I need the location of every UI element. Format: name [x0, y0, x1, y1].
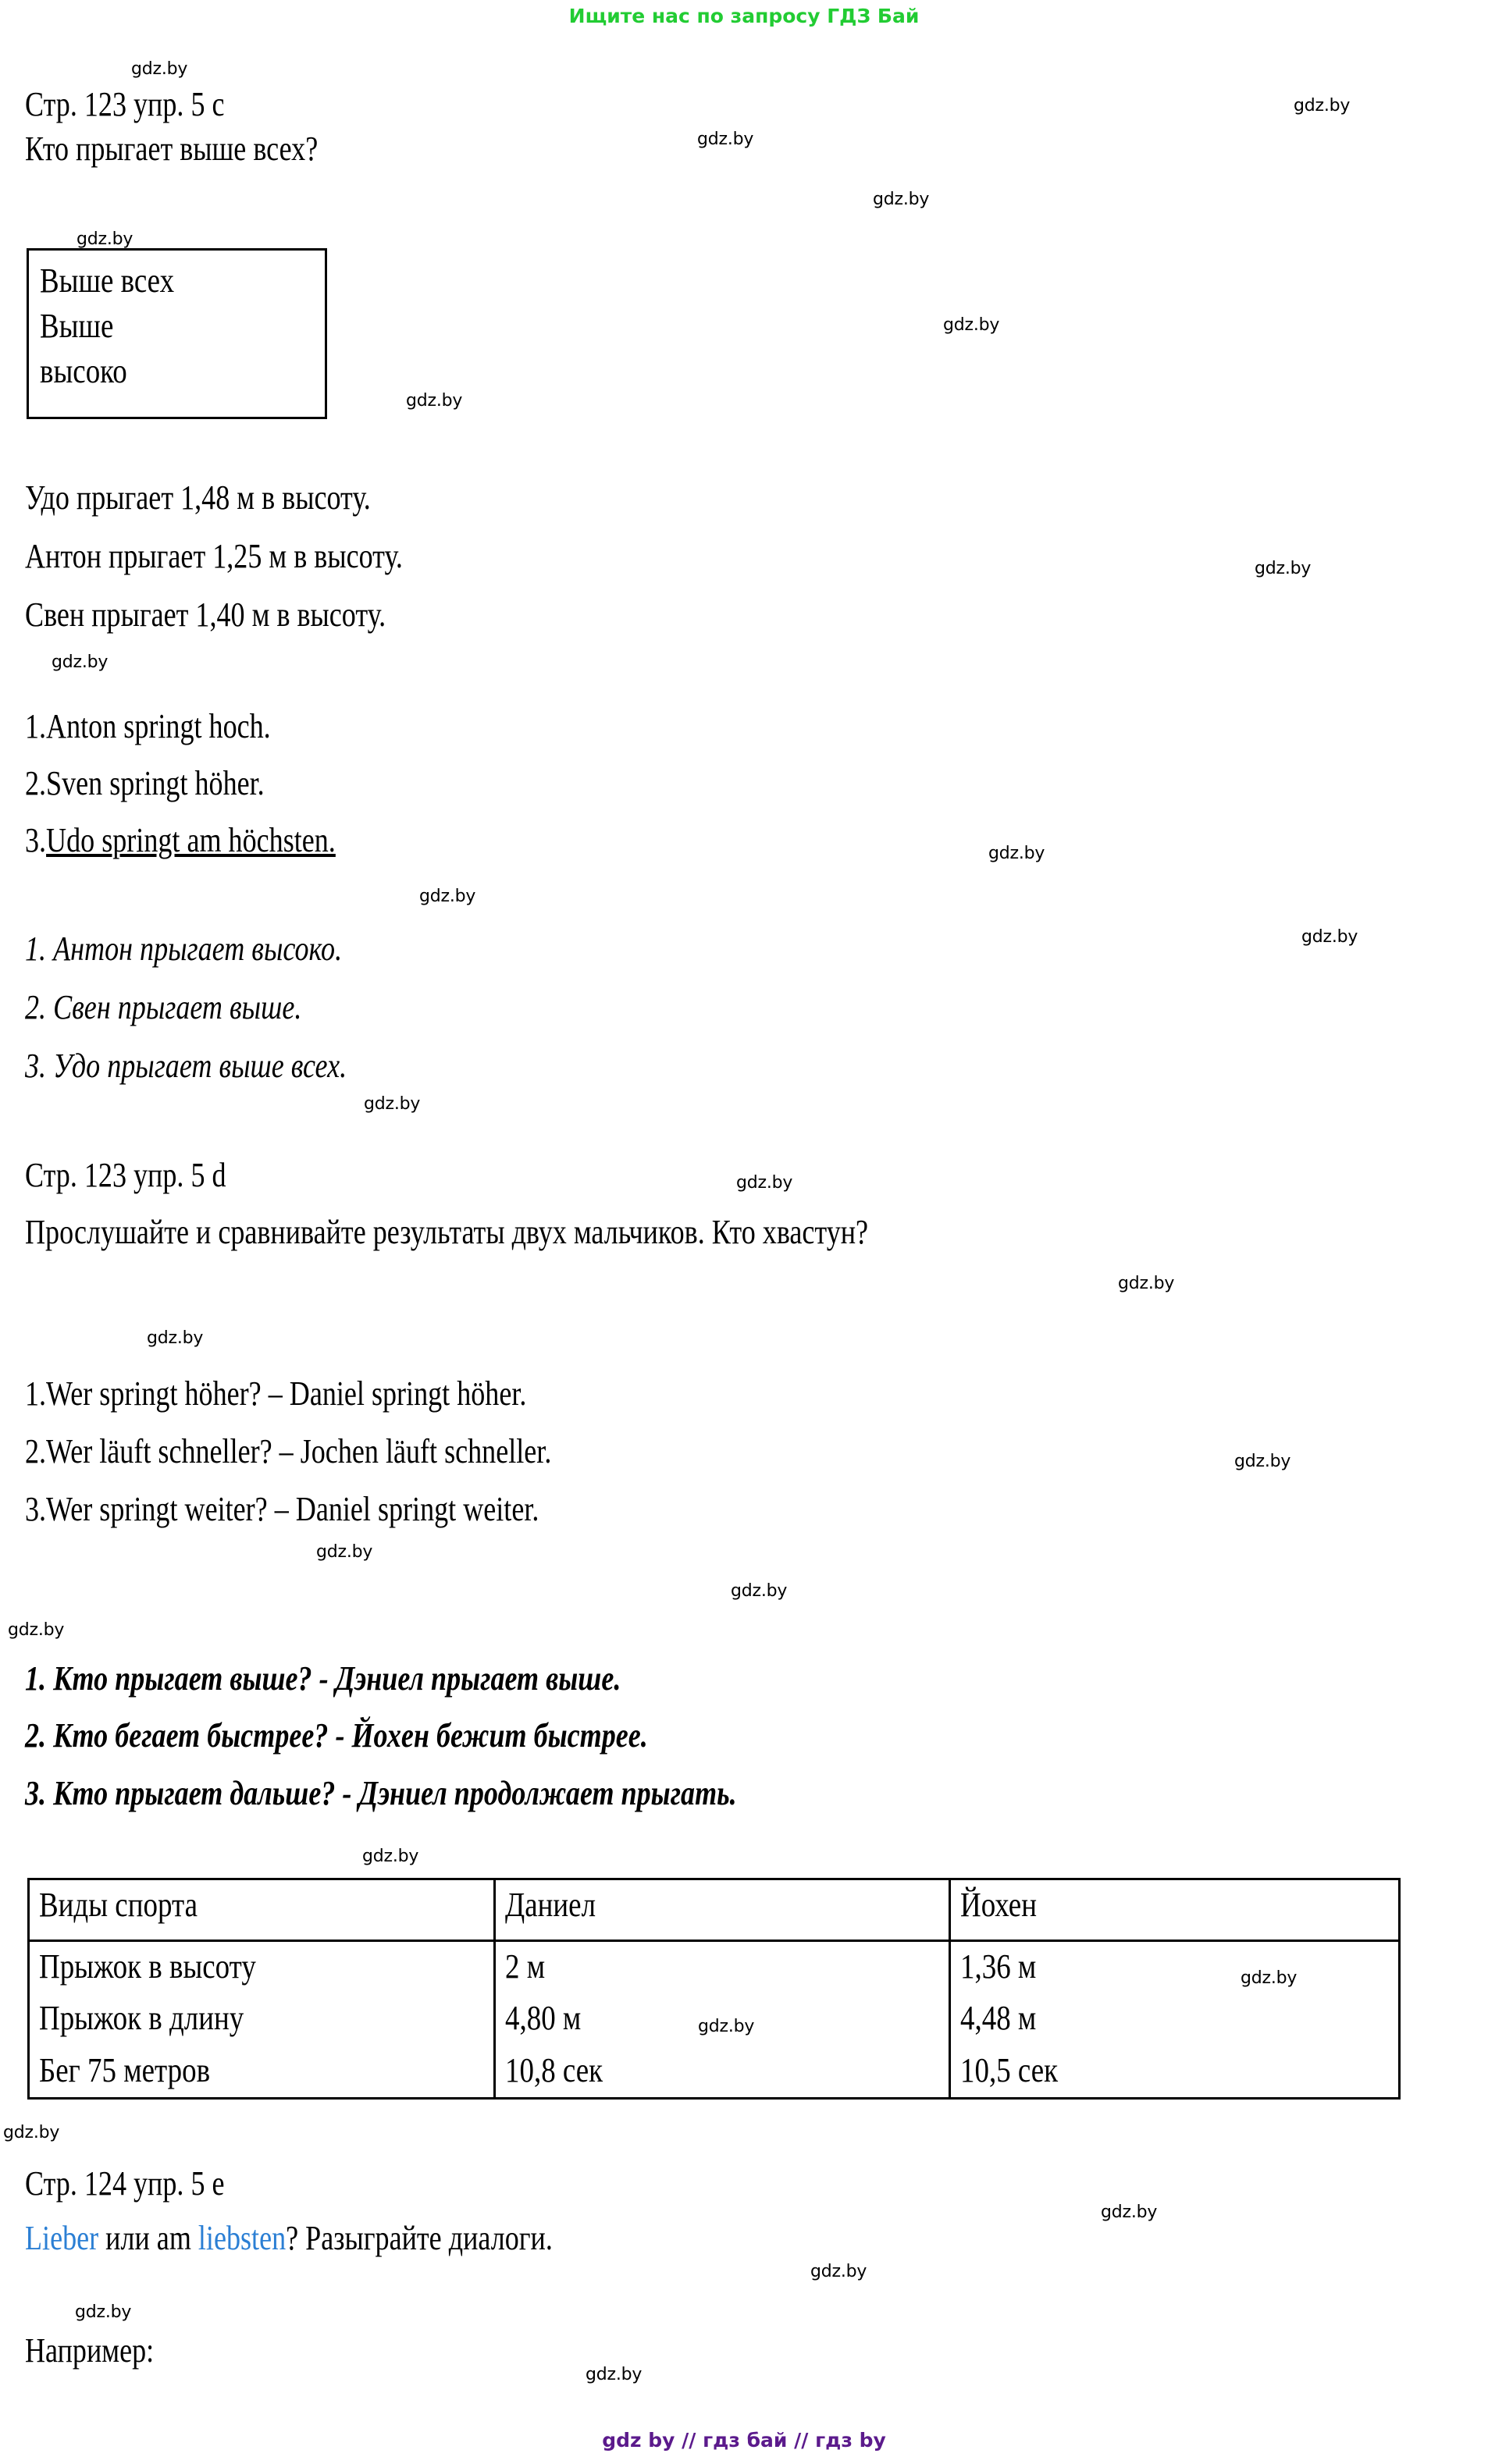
table-cell-text: Прыжок в высоту — [39, 1947, 256, 1986]
table-cell-text: 2 м — [505, 1947, 546, 1986]
german-answer — [25, 820, 336, 861]
table-cell — [950, 1941, 1400, 1994]
watermark: gdz.by — [406, 391, 463, 411]
watermark: gdz.by — [873, 190, 930, 209]
watermark: gdz.by — [736, 1173, 793, 1193]
promo-banner-bottom: gdz by // гдз бай // гдз by — [602, 2429, 886, 2452]
table-header-text: Даниел — [505, 1886, 596, 1924]
example-label: Например: — [25, 2331, 155, 2370]
fact-line: Свен прыгает 1,40 м в высоту. — [25, 596, 386, 634]
table-cell-text: 10,5 сек — [960, 2050, 1059, 2089]
table-cell — [495, 2046, 950, 2099]
russian-dialog-line: 3. Кто прыгает дальше? - Дэниел продолжает прыгать. — [25, 1774, 737, 1812]
table-header-cell — [950, 1879, 1400, 1941]
table-header-cell — [495, 1879, 950, 1941]
table-cell-text: 10,8 сек — [505, 2050, 603, 2089]
watermark: gdz.by — [131, 59, 188, 79]
german-answer-num: 1. — [25, 707, 47, 745]
table-row — [29, 1941, 1400, 1994]
prompt-connector: или am — [98, 2219, 198, 2257]
table-header-cell — [29, 1879, 495, 1941]
german-dialog-line: 2.Wer läuft schneller? – Jochen läuft schneller. — [25, 1432, 552, 1470]
table-header-text: Виды спорта — [39, 1886, 198, 1924]
watermark: gdz.by — [364, 1094, 421, 1114]
watermark: gdz.by — [1301, 927, 1358, 947]
watermark: gdz.by — [362, 1847, 419, 1866]
word-hint-line: Выше — [40, 307, 114, 346]
watermark: gdz.by — [3, 2123, 60, 2142]
german-answer-text: Sven springt höher. — [46, 764, 265, 802]
german-answer — [25, 763, 265, 804]
word-hint-box — [27, 248, 327, 419]
table-cell — [950, 2046, 1400, 2099]
table-row — [29, 2046, 1400, 2099]
german-answer-num: 2. — [25, 764, 47, 802]
watermark: gdz.by — [316, 1542, 373, 1562]
russian-answer: 2. Свен прыгает выше. — [25, 988, 302, 1026]
german-dialog-line: 1.Wer springt höher? – Daniel springt höher. — [25, 1374, 527, 1413]
table-cell — [29, 2046, 495, 2099]
sports-results-table — [27, 1878, 1401, 2100]
table-cell-text: 4,48 м — [960, 1999, 1037, 2038]
russian-answer: 3. Удо прыгает выше всех. — [25, 1047, 347, 1085]
watermark: gdz.by — [1241, 1968, 1298, 1988]
watermark: gdz.by — [943, 315, 1000, 335]
fact-line: Антон прыгает 1,25 м в высоту. — [25, 537, 403, 575]
german-answer-text: Anton springt hoch. — [46, 707, 271, 745]
russian-dialog-line: 1. Кто прыгает выше? - Дэниел прыгает выше. — [25, 1659, 621, 1698]
watermark: gdz.by — [1118, 1274, 1175, 1293]
russian-answer: 1. Антон прыгает высоко. — [25, 930, 343, 968]
table-cell — [29, 1993, 495, 2045]
word-hint-line: высоко — [40, 352, 127, 391]
exercise-5c-question: Кто прыгает выше всех? — [25, 130, 319, 168]
keyword-lieber: Lieber — [25, 2219, 99, 2257]
table-cell — [950, 1993, 1400, 2045]
watermark: gdz.by — [75, 2302, 132, 2322]
fact-line: Удо прыгает 1,48 м в высоту. — [25, 478, 371, 517]
german-dialog-line: 3.Wer springt weiter? – Daniel springt weiter. — [25, 1490, 539, 1528]
keyword-liebsten: liebsten — [198, 2219, 287, 2257]
watermark: gdz.by — [147, 1328, 204, 1348]
table-cell-text: Прыжок в длину — [39, 1999, 244, 2038]
watermark: gdz.by — [1234, 1452, 1291, 1471]
exercise-5d-task: Прослушайте и сравнивайте результаты двух мальчиков. Кто хвастун? — [25, 1213, 869, 1251]
russian-dialog-line: 2. Кто бегает быстрее? - Йохен бежит быстрее. — [25, 1716, 648, 1755]
watermark: gdz.by — [419, 887, 476, 906]
watermark: gdz.by — [1101, 2203, 1158, 2222]
watermark: gdz.by — [1294, 96, 1351, 116]
exercise-5c-heading: Стр. 123 упр. 5 c — [25, 85, 225, 123]
table-cell — [29, 1941, 495, 1994]
watermark: gdz.by — [1255, 559, 1312, 578]
watermark: gdz.by — [810, 2262, 867, 2281]
promo-banner-top: Ищите нас по запросу ГДЗ Бай — [568, 5, 920, 27]
watermark: gdz.by — [698, 2017, 755, 2036]
watermark: gdz.by — [697, 130, 754, 149]
watermark: gdz.by — [731, 1581, 788, 1601]
watermark: gdz.by — [52, 652, 109, 672]
watermark: gdz.by — [8, 1620, 65, 1640]
table-row — [29, 1993, 1400, 2045]
word-hint-line: Выше всех — [40, 261, 175, 300]
table-cell-text: 1,36 м — [960, 1947, 1037, 1986]
table-header-row — [29, 1879, 1400, 1941]
table-cell — [495, 1993, 950, 2045]
prompt-tail: ? Разыграйте диалоги. — [286, 2219, 553, 2257]
watermark: gdz.by — [586, 2365, 643, 2384]
table-header-text: Йохен — [960, 1886, 1038, 1924]
watermark: gdz.by — [988, 844, 1045, 863]
german-answer — [25, 706, 271, 747]
watermark: gdz.by — [77, 229, 133, 249]
german-answer-text: Udo springt am höchsten. — [46, 821, 336, 859]
exercise-5d-heading: Стр. 123 упр. 5 d — [25, 1156, 226, 1194]
table-cell-text: 4,80 м — [505, 1999, 582, 2038]
exercise-5e-heading: Стр. 124 упр. 5 e — [25, 2164, 225, 2203]
german-answer-num: 3. — [25, 821, 47, 859]
table-cell-text: Бег 75 метров — [39, 2050, 211, 2089]
exercise-5e-prompt — [25, 2218, 553, 2259]
table-cell — [495, 1941, 950, 1994]
